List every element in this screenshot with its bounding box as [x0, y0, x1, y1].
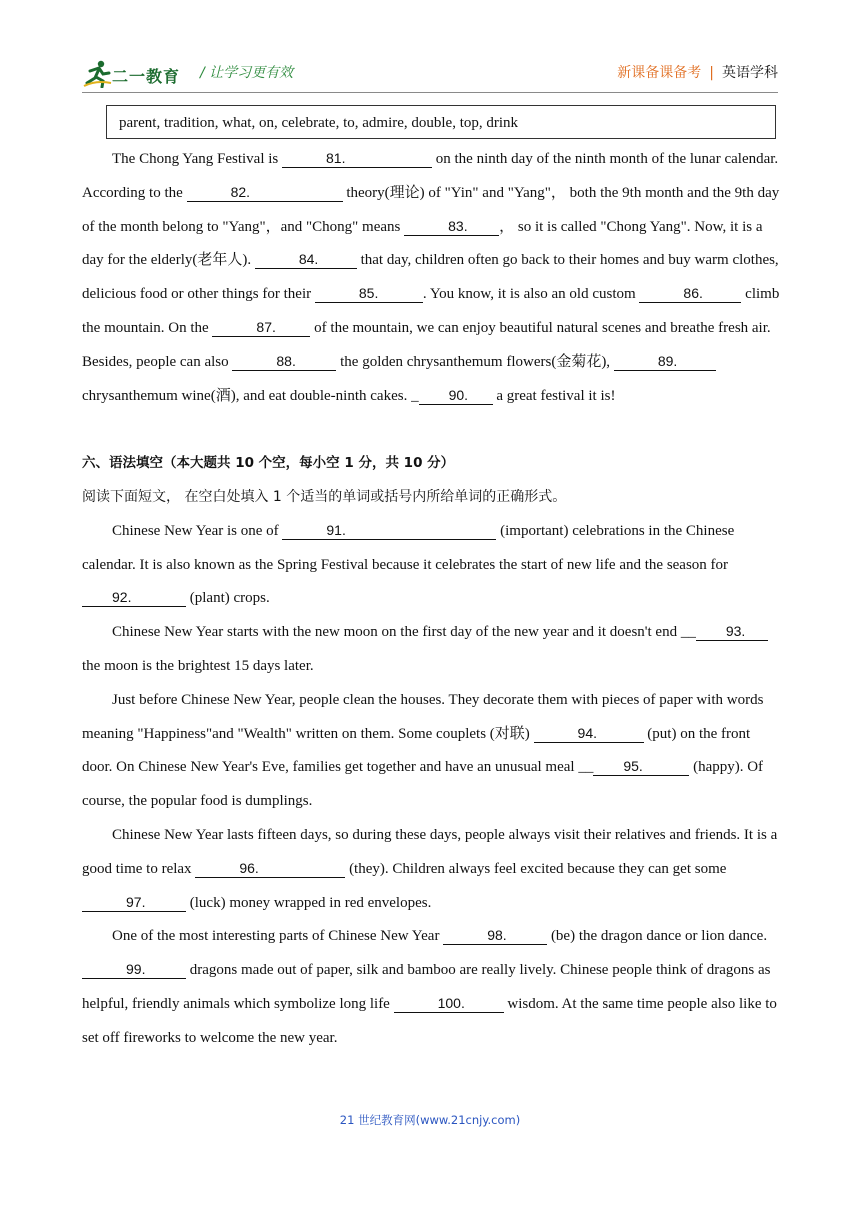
page-header	[82, 56, 778, 93]
header-right	[617, 62, 778, 82]
section-title: 六、语法填空（本大题共 10 个空，每小空 1 分，共 10 分）	[82, 455, 455, 472]
blank-93[interactable]: 93.	[696, 622, 768, 641]
blank-91[interactable]: 91.	[282, 521, 496, 540]
blank-98[interactable]: 98.	[443, 926, 547, 945]
passage1-paragraph: The Chong Yang Festival is 81. on the ninth day of the ninth month of the lunar calendar. According to the 82. theory(理论) of "Yin" and "Yang"， both the 9th month and the 9th day of the month belong to "Yang"，and "Chong" means 83. ， so it is called "Chong Yang". Now, it is a day for the elderly(老年人). 84. that day, children often go back to their homes and buy warm clothes, delicious food or other things for their 85. . You know, it is also an old custom 86. climb the mountain. On the 87. of the mountain, we can enjoy beautiful natural scenes and breathe fresh air. Besides, people can also 88. the golden chrysanthemum flowers(金菊花), 89. chrysanthemum wine(酒), and eat double-ninth cakes. _ 90. a great festival it is!	[82, 150, 780, 404]
header-subject-label: 英语学科	[722, 65, 778, 81]
section-instruction: 阅读下面短文， 在空白处填入 1 个适当的单词或括号内所给单词的正确形式。	[82, 488, 567, 505]
blank-83[interactable]: 83.	[404, 217, 499, 236]
slogan: / 让学习更有效	[200, 65, 294, 81]
blank-97[interactable]: 97.	[82, 893, 186, 912]
blank-92[interactable]: 92.	[82, 588, 186, 607]
blank-84[interactable]: 84.	[255, 250, 357, 269]
blank-81[interactable]: 81.	[282, 149, 432, 168]
blank-90[interactable]: 90.	[419, 386, 493, 405]
word-bank-box: parent, tradition, what, on, celebrate, to, admire, double, top, drink	[106, 105, 776, 139]
spacer	[82, 413, 780, 447]
header-course-label: 新课备课备考	[617, 65, 702, 81]
blank-89[interactable]: 89.	[614, 352, 716, 371]
blank-94[interactable]: 94.	[534, 724, 644, 743]
blank-87[interactable]: 87.	[212, 318, 310, 337]
runner-logo-icon	[82, 58, 112, 88]
passage2-paragraph-1: Chinese New Year is one of 91. (important) celebrations in the Chinese calendar. It is also known as the Spring Festival because it celebrates the start of new life and the season for 92. (plant) crops.	[82, 521, 735, 607]
blank-88[interactable]: 88.	[232, 352, 336, 371]
page-content	[82, 143, 780, 1056]
passage2-paragraph-2: Chinese New Year starts with the new moon on the first day of the new year and it doesn't end __ 93. the moon is the brightest 15 days later.	[82, 616, 780, 684]
blank-82[interactable]: 82.	[187, 183, 343, 202]
passage2-paragraph-5: One of the most interesting parts of Chinese New Year 98. (be) the dragon dance or lion dance.99. dragons made out of paper, silk and bamboo are really lively. Chinese people think of dragons as helpful, friendly animals which symbolize long life 100. wisdom. At the same time people also like to set off fireworks to welcome the new year.	[82, 927, 777, 1046]
blank-100[interactable]: 100.	[394, 994, 504, 1013]
page-footer: 21 世纪教育网(www.21cnjy.com)	[339, 1113, 521, 1127]
logo-text: 二一教育	[112, 67, 181, 86]
blank-96[interactable]: 96.	[195, 859, 345, 878]
passage2-paragraph-3: Just before Chinese New Year, people clean the houses. They decorate them with pieces of paper with words meaning "Happiness"and "Wealth" written on them. Some couplets (对联) 94. (put) on the front door. On Chinese New Year's Eve, families get together and have an unusual meal __ 95. (happy). Of course, the popular food is dumplings.	[82, 691, 764, 810]
blank-99[interactable]: 99.	[82, 960, 186, 979]
blank-86[interactable]: 86.	[639, 284, 741, 303]
blank-95[interactable]: 95.	[593, 757, 689, 776]
logo	[82, 58, 192, 88]
blank-85[interactable]: 85.	[315, 284, 423, 303]
passage2-paragraph-4: Chinese New Year lasts fifteen days, so during these days, people always visit their relatives and friends. It is a good time to relax 96. (they). Children always feel excited because they can get some 97. (luck) money wrapped in red envelopes.	[82, 826, 778, 911]
header-separator: |	[709, 65, 714, 81]
